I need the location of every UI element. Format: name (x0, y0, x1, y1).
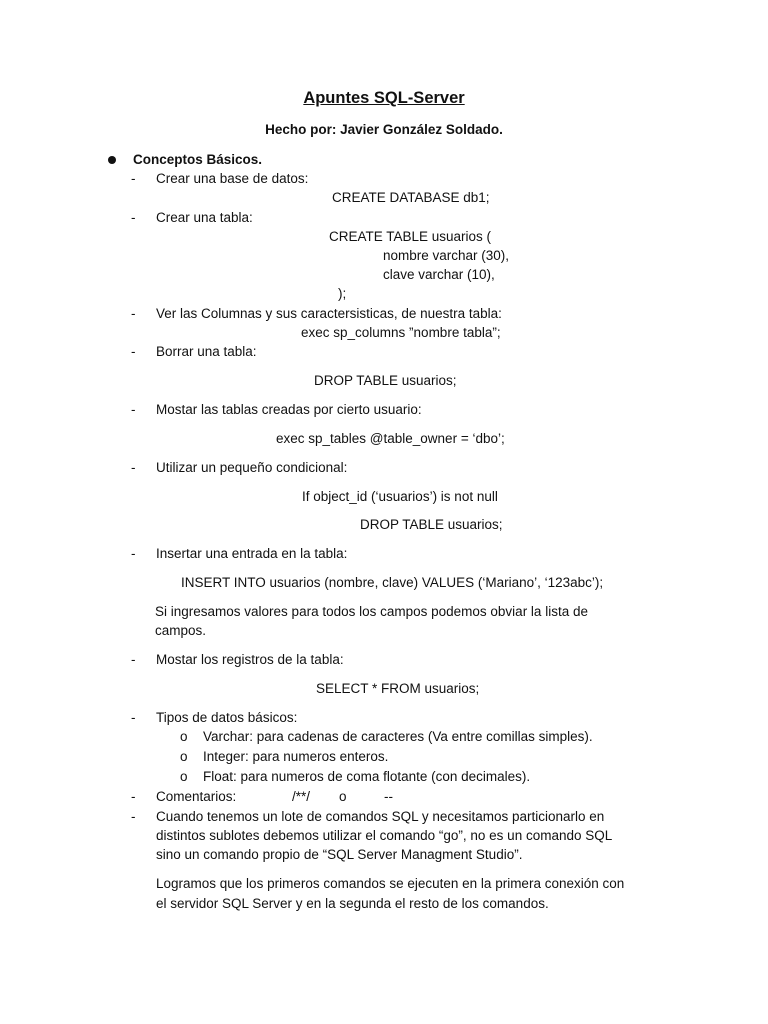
author-line: Hecho por: Javier González Soldado. (265, 122, 503, 137)
sub-bullet: o (180, 749, 188, 764)
code-line: nombre varchar (30), (383, 248, 510, 263)
list-dash: - (131, 402, 136, 417)
paragraph-line: Cuando tenemos un lote de comandos SQL y necesitamos particionarlo en (156, 809, 605, 824)
paragraph-line: distintos sublotes debemos utilizar el comando “go”, no es un comando SQL (156, 828, 613, 843)
code-line: /**/ (292, 789, 311, 804)
section-heading: Conceptos Básicos. (133, 152, 263, 167)
item-label: Utilizar un pequeño condicional: (156, 460, 348, 475)
item-label: Crear una tabla: (156, 210, 253, 225)
sub-bullet: o (180, 729, 188, 744)
document-title: Apuntes SQL-Server (303, 89, 465, 107)
sub-item: Varchar: para cadenas de caracteres (Va entre comillas simples). (203, 729, 593, 744)
code-line: clave varchar (10), (383, 267, 495, 282)
list-dash: - (131, 789, 136, 804)
item-label: Mostar las tablas creadas por cierto usuario: (156, 402, 422, 417)
list-dash: - (131, 710, 136, 725)
code-line: DROP TABLE usuarios; (314, 373, 457, 388)
list-dash: - (131, 546, 136, 561)
code-line: ); (338, 286, 347, 301)
code-line: INSERT INTO usuarios (nombre, clave) VALUES (‘Mariano’, ‘123abc’); (181, 575, 604, 590)
code-line: exec sp_tables @table_owner = ‘dbo’; (276, 431, 505, 446)
sub-item: Float: para numeros de coma flotante (con decimales). (203, 769, 531, 784)
item-label: Mostar los registros de la tabla: (156, 652, 344, 667)
separator-text: o (339, 789, 347, 804)
item-label: Insertar una entrada en la tabla: (156, 546, 348, 561)
item-label: Comentarios: (156, 789, 237, 804)
paragraph-line: sino un comando propio de “SQL Server Managment Studio”. (156, 847, 523, 862)
list-dash: - (131, 210, 136, 225)
code-line: CREATE TABLE usuarios ( (329, 229, 492, 244)
section-bullet (108, 156, 116, 164)
note-line: campos. (155, 623, 207, 638)
item-label: Ver las Columnas y sus caractersisticas, de nuestra tabla: (156, 306, 502, 321)
list-dash: - (131, 344, 136, 359)
list-dash: - (131, 171, 136, 186)
item-label: Crear una base de datos: (156, 171, 309, 186)
note-line: Logramos que los primeros comandos se ejecuten en la primera conexión con (156, 876, 625, 891)
code-line: CREATE DATABASE db1; (332, 190, 490, 205)
list-dash: - (131, 652, 136, 667)
item-label: Tipos de datos básicos: (156, 710, 298, 725)
sub-item: Integer: para numeros enteros. (203, 749, 389, 764)
list-dash: - (131, 809, 136, 824)
note-line: el servidor SQL Server y en la segunda el resto de los comandos. (156, 896, 549, 911)
sub-bullet: o (180, 769, 188, 784)
code-line: If object_id (‘usuarios’) is not null (302, 489, 498, 504)
code-line: DROP TABLE usuarios; (360, 517, 503, 532)
code-line: SELECT * FROM usuarios; (316, 681, 480, 696)
item-label: Borrar una tabla: (156, 344, 257, 359)
list-dash: - (131, 460, 136, 475)
note-line: Si ingresamos valores para todos los campos podemos obviar la lista de (155, 604, 588, 619)
code-line: exec sp_columns ”nombre tabla”; (301, 325, 501, 340)
list-dash: - (131, 306, 136, 321)
code-line: -- (384, 789, 393, 804)
